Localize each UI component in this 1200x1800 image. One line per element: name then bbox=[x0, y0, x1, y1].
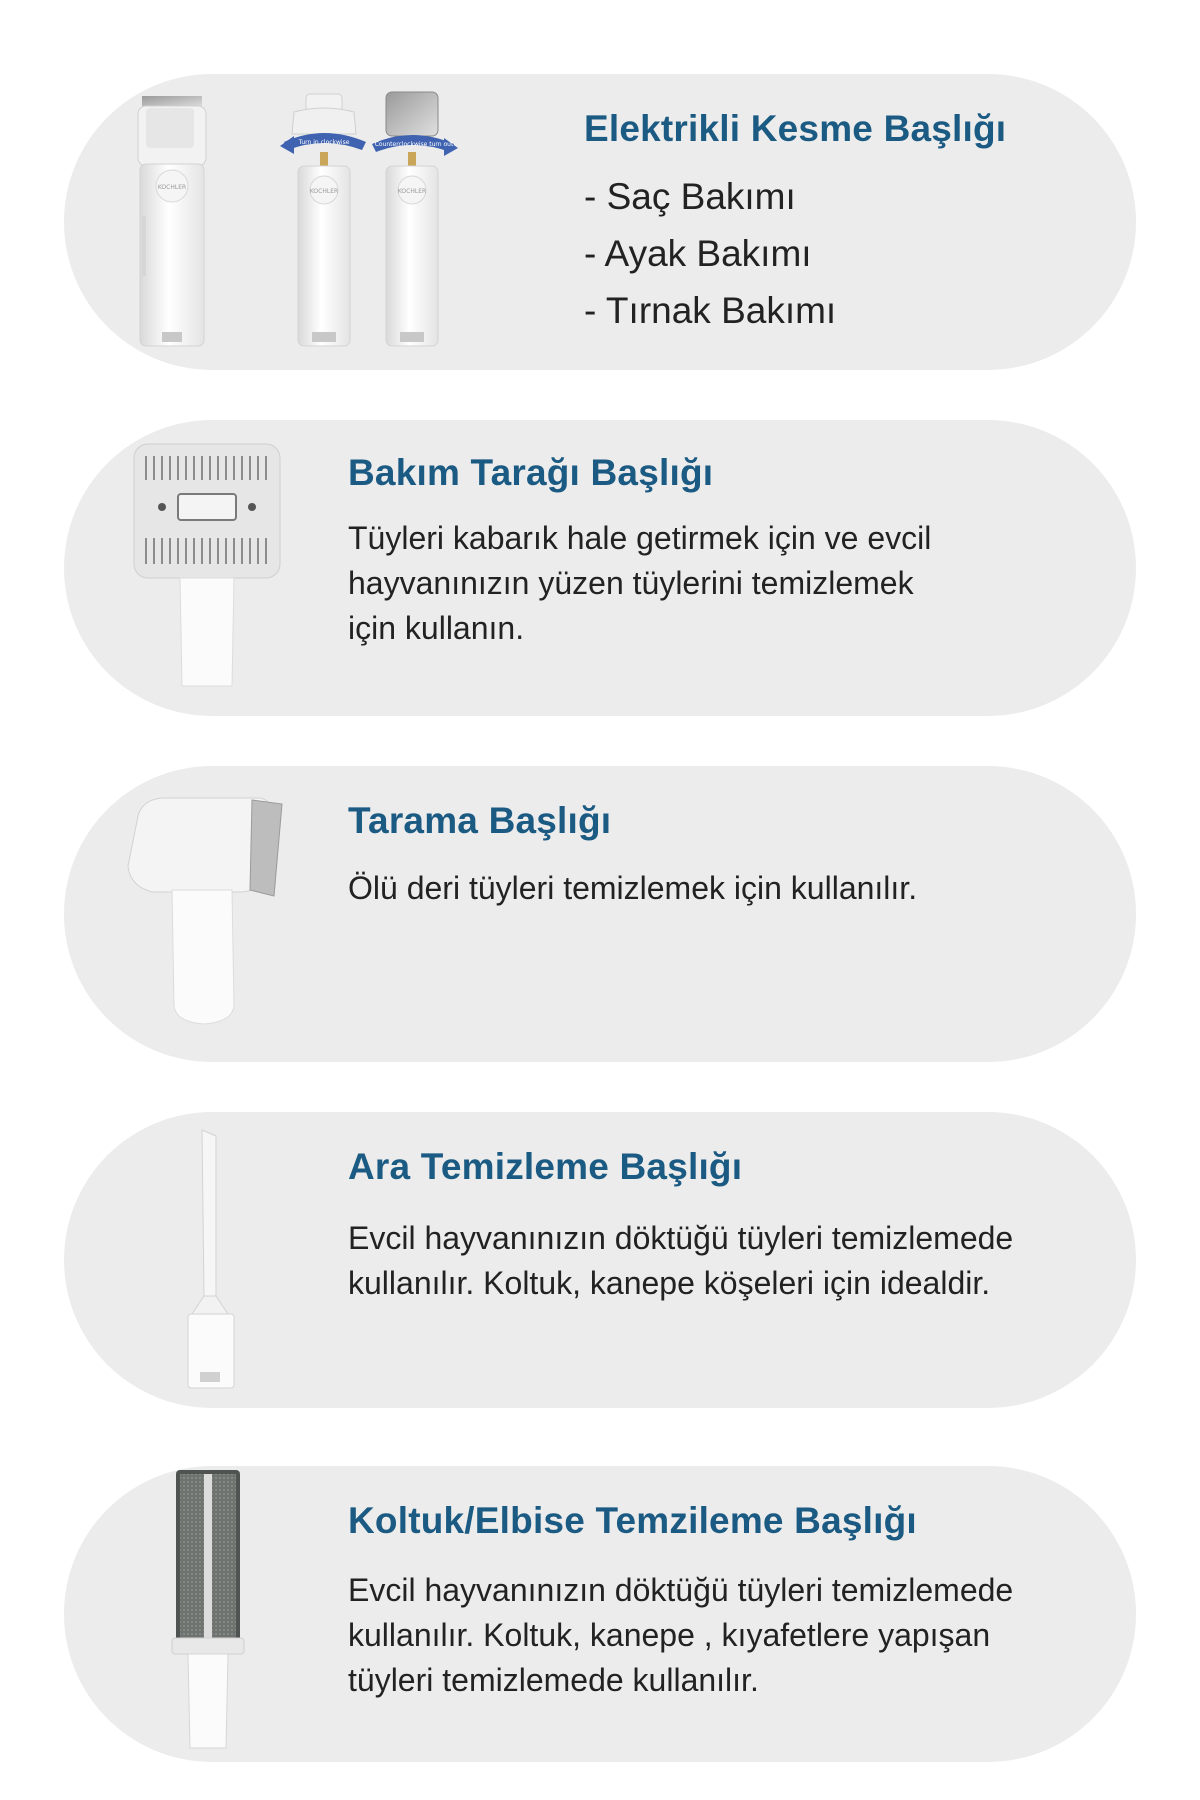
card-title: Bakım Tarağı Başlığı bbox=[348, 452, 714, 493]
svg-text:KOCHLER: KOCHLER bbox=[397, 188, 427, 195]
description-line: Ölü deri tüyleri temizlemek için kullanılır. bbox=[348, 870, 918, 906]
feature-list bbox=[584, 168, 836, 339]
turn-clockwise-label: Turn in clockwise bbox=[298, 139, 350, 146]
turn-counterclockwise-label: Counterclockwise turn out bbox=[374, 141, 454, 148]
description-line: Evcil hayvanınızın döktüğü tüyleri temizlemede bbox=[348, 1572, 1014, 1608]
feature-item: - Saç Bakımı bbox=[584, 176, 796, 217]
description-line: kullanılır. Koltuk, kanepe köşeleri için idealdir. bbox=[348, 1265, 991, 1301]
card-description bbox=[348, 1216, 1013, 1306]
attachment-card-lint-brush bbox=[64, 1466, 1136, 1762]
feature-item: - Ayak Bakımı bbox=[584, 233, 812, 274]
description-line: Evcil hayvanınızın döktüğü tüyleri temizlemede bbox=[348, 1220, 1014, 1256]
crevice-nozzle-icon bbox=[180, 1128, 250, 1396]
card-title: Koltuk/Elbise Temzileme Başlığı bbox=[348, 1500, 917, 1541]
card-title: Ara Temizleme Başlığı bbox=[348, 1146, 743, 1187]
attachment-card-crevice bbox=[64, 1112, 1136, 1408]
svg-text:KOCHLER: KOCHLER bbox=[309, 188, 339, 195]
card-description bbox=[348, 516, 931, 651]
description-line: hayvanınızın yüzen tüylerini temizlemek bbox=[348, 565, 914, 601]
card-description bbox=[348, 866, 917, 911]
description-line: Tüyleri kabarık hale getirmek için ve evcil bbox=[348, 520, 932, 556]
electric-trimmer-icon bbox=[134, 86, 594, 358]
card-description bbox=[348, 1568, 1013, 1703]
description-line: kullanılır. Koltuk, kanepe , kıyafetlere yapışan bbox=[348, 1617, 991, 1653]
card-title: Tarama Başlığı bbox=[348, 800, 612, 841]
attachment-card-electric-trimmer bbox=[64, 74, 1136, 370]
description-line: tüyleri temizlemede kullanılır. bbox=[348, 1662, 759, 1698]
description-line: için kullanın. bbox=[348, 610, 525, 646]
card-title: Elektrikli Kesme Başlığı bbox=[584, 108, 1007, 149]
feature-item: - Tırnak Bakımı bbox=[584, 290, 837, 331]
deshedding-head-icon bbox=[122, 786, 292, 1050]
lint-brush-icon bbox=[170, 1468, 256, 1754]
attachment-card-grooming-comb bbox=[64, 420, 1136, 716]
brand-label: KOCHLER bbox=[157, 184, 187, 191]
grooming-comb-icon bbox=[132, 442, 282, 692]
attachment-card-deshedding bbox=[64, 766, 1136, 1062]
